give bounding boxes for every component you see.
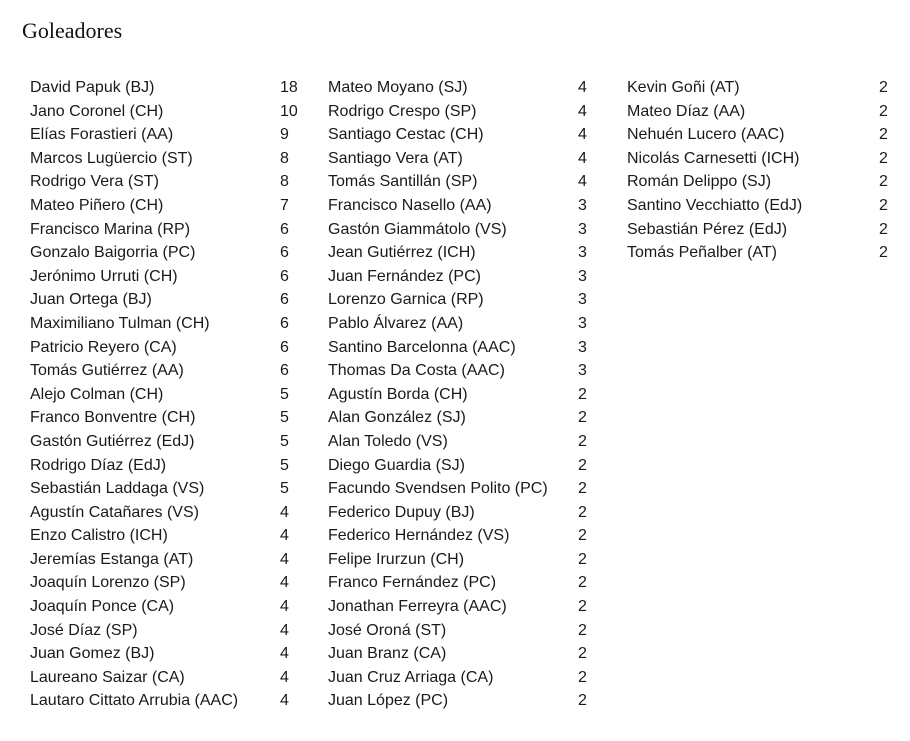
scorer-goals: 4 [280, 668, 289, 686]
scorer-name: Santino Vecchiatto (EdJ) [627, 196, 803, 214]
scorer-name: Rodrigo Crespo (SP) [328, 102, 477, 120]
scorer-goals: 8 [280, 149, 289, 167]
scorer-goals: 4 [578, 102, 587, 120]
scorer-name: Juan Ortega (BJ) [30, 291, 152, 309]
scorer-row [328, 619, 590, 643]
page-title: Goleadores [22, 18, 123, 43]
scorer-goals: 4 [280, 692, 289, 710]
scorer-goals: 6 [280, 244, 289, 262]
scorer-goals: 5 [280, 456, 289, 474]
scorer-row [328, 454, 590, 478]
scorer-name: Santino Barcelonna (AAC) [328, 338, 516, 356]
scorer-name: Agustín Borda (CH) [328, 385, 468, 403]
scorer-goals: 2 [879, 196, 888, 214]
scorer-goals: 5 [280, 432, 289, 450]
scorer-goals: 4 [578, 79, 587, 96]
scorer-row [30, 218, 305, 242]
scorer-goals: 9 [280, 126, 289, 144]
scorer-name: Agustín Catañares (VS) [30, 503, 199, 521]
scorer-row [30, 571, 305, 595]
scorer-row [627, 241, 892, 265]
scorer-goals: 6 [280, 314, 289, 332]
scorer-name: Jonathan Ferreyra (AAC) [328, 598, 507, 616]
scorer-name: Facundo Svendsen Polito (PC) [328, 480, 548, 498]
scorer-name: Jeremías Estanga (AT) [30, 550, 194, 568]
scorer-goals: 3 [578, 291, 587, 309]
scorer-name: Joaquín Lorenzo (SP) [30, 574, 186, 592]
scorers-column-1 [30, 76, 305, 713]
scorer-row [30, 76, 305, 100]
scorer-goals: 2 [578, 621, 587, 639]
scorer-row [328, 477, 590, 501]
scorer-name: Franco Fernández (PC) [328, 574, 497, 592]
scorer-goals: 2 [879, 126, 888, 144]
scorer-row [30, 666, 305, 690]
scorer-row [328, 218, 590, 242]
scorer-row [328, 501, 590, 525]
scorer-goals: 5 [280, 409, 289, 427]
scorer-row [328, 336, 590, 360]
scorer-name: Alejo Colman (CH) [30, 385, 164, 403]
scorer-name: Franco Bonventre (CH) [30, 409, 196, 427]
scorer-name: Tomás Santillán (SP) [328, 173, 478, 191]
scorer-name: Sebastián Laddaga (VS) [30, 480, 205, 498]
scorer-row [30, 123, 305, 147]
scorer-name: José Díaz (SP) [30, 621, 138, 639]
scorer-goals: 8 [280, 173, 289, 191]
scorer-row [328, 666, 590, 690]
scorer-goals: 2 [879, 244, 888, 262]
scorer-name: Jean Gutiérrez (ICH) [328, 244, 476, 262]
scorer-goals: 2 [879, 79, 888, 96]
scorer-name: Alan González (SJ) [328, 409, 466, 427]
scorer-name: Juan Cruz Arriaga (CA) [328, 668, 494, 686]
scorer-name: Gastón Giammátolo (VS) [328, 220, 507, 238]
scorer-goals: 2 [578, 692, 587, 710]
scorer-row [328, 265, 590, 289]
scorer-name: Nehuén Lucero (AAC) [627, 126, 785, 144]
scorer-name: Joaquín Ponce (CA) [30, 598, 175, 616]
scorer-name: Thomas Da Costa (AAC) [328, 362, 505, 380]
scorer-goals: 4 [280, 550, 289, 568]
scorer-goals: 7 [280, 196, 289, 214]
scorer-row [30, 312, 305, 336]
scorer-goals: 4 [578, 149, 587, 167]
scorer-goals: 4 [578, 126, 587, 144]
scorer-goals: 6 [280, 338, 289, 356]
scorer-name: Rodrigo Díaz (EdJ) [30, 456, 167, 474]
scorer-goals: 10 [280, 102, 298, 120]
scorer-row [30, 406, 305, 430]
scorer-goals: 6 [280, 220, 289, 238]
scorers-column-3 [627, 76, 892, 265]
scorer-name: Francisco Marina (RP) [30, 220, 191, 238]
scorer-row [328, 430, 590, 454]
scorer-name: Santiago Cestac (CH) [328, 126, 484, 144]
scorer-goals: 2 [879, 102, 888, 120]
scorer-name: Felipe Irurzun (CH) [328, 550, 465, 568]
scorer-goals: 2 [578, 503, 587, 521]
scorer-row [627, 194, 892, 218]
scorer-row [30, 642, 305, 666]
scorer-row [30, 194, 305, 218]
scorer-goals: 2 [879, 173, 888, 191]
scorer-row [30, 288, 305, 312]
scorer-row [30, 265, 305, 289]
scorer-goals: 2 [578, 432, 587, 450]
scorer-row [627, 218, 892, 242]
scorer-name: Tomás Peñalber (AT) [627, 244, 777, 262]
scorer-goals: 6 [280, 267, 289, 285]
scorer-row [328, 312, 590, 336]
scorer-goals: 2 [578, 385, 587, 403]
scorer-name: Santiago Vera (AT) [328, 149, 463, 167]
scorer-goals: 2 [578, 409, 587, 427]
scorer-row [627, 123, 892, 147]
scorer-row [30, 170, 305, 194]
scorer-goals: 4 [280, 621, 289, 639]
scorer-name: Rodrigo Vera (ST) [30, 173, 159, 191]
scorer-name: José Oroná (ST) [328, 621, 447, 639]
scorer-row [328, 194, 590, 218]
scorer-name: Federico Dupuy (BJ) [328, 503, 475, 521]
scorer-name: Federico Hernández (VS) [328, 527, 510, 545]
scorer-name: Francisco Nasello (AA) [328, 196, 492, 214]
scorer-row [30, 100, 305, 124]
scorer-row [328, 383, 590, 407]
scorer-name: Sebastián Pérez (EdJ) [627, 220, 788, 238]
scorer-name: Mateo Piñero (CH) [30, 196, 164, 214]
scorer-row [30, 524, 305, 548]
scorer-row [328, 359, 590, 383]
scorer-goals: 3 [578, 362, 587, 380]
scorer-goals: 4 [578, 173, 587, 191]
scorer-goals: 5 [280, 480, 289, 498]
scorer-row [30, 336, 305, 360]
scorer-name: David Papuk (BJ) [30, 79, 155, 96]
scorer-name: Jerónimo Urruti (CH) [30, 267, 178, 285]
scorer-name: Marcos Lugüercio (ST) [30, 149, 193, 167]
scorer-goals: 2 [578, 574, 587, 592]
scorer-row [30, 548, 305, 572]
scorer-name: Enzo Calistro (ICH) [30, 527, 168, 545]
scorer-goals: 6 [280, 291, 289, 309]
scorer-goals: 2 [879, 149, 888, 167]
scorer-row [627, 76, 892, 100]
scorer-row [627, 147, 892, 171]
scorer-goals: 2 [578, 598, 587, 616]
scorer-name: Alan Toledo (VS) [328, 432, 448, 450]
scorer-name: Gonzalo Baigorria (PC) [30, 244, 196, 262]
scorer-row [328, 170, 590, 194]
scorer-name: Laureano Saizar (CA) [30, 668, 185, 686]
scorer-goals: 2 [578, 480, 587, 498]
scorer-row [30, 454, 305, 478]
scorer-goals: 2 [578, 668, 587, 686]
scorer-name: Diego Guardia (SJ) [328, 456, 465, 474]
scorer-row [30, 383, 305, 407]
scorer-row [30, 430, 305, 454]
scorer-goals: 6 [280, 362, 289, 380]
scorer-name: Juan Branz (CA) [328, 645, 447, 663]
scorer-row [30, 477, 305, 501]
scorer-goals: 4 [280, 527, 289, 545]
scorer-goals: 3 [578, 267, 587, 285]
scorer-row [627, 170, 892, 194]
scorer-row [328, 241, 590, 265]
scorer-goals: 2 [879, 220, 888, 238]
scorer-row [30, 147, 305, 171]
scorer-name: Juan Gomez (BJ) [30, 645, 155, 663]
scorer-goals: 2 [578, 456, 587, 474]
scorer-row [328, 288, 590, 312]
scorer-name: Román Delippo (SJ) [627, 173, 772, 191]
scorer-goals: 3 [578, 196, 587, 214]
scorer-goals: 5 [280, 385, 289, 403]
scorer-row [328, 642, 590, 666]
scorer-name: Lorenzo Garnica (RP) [328, 291, 484, 309]
scorer-name: Mateo Moyano (SJ) [328, 79, 468, 96]
scorer-row [30, 689, 305, 713]
scorer-name: Nicolás Carnesetti (ICH) [627, 149, 800, 167]
scorer-name: Lautaro Cittato Arrubia (AAC) [30, 692, 239, 710]
scorer-name: Juan López (PC) [328, 692, 449, 710]
scorer-row [328, 595, 590, 619]
scorer-row [328, 406, 590, 430]
scorer-goals: 3 [578, 314, 587, 332]
scorer-row [627, 100, 892, 124]
scorer-goals: 4 [280, 645, 289, 663]
scorer-name: Kevin Goñi (AT) [627, 79, 740, 96]
scorer-name: Gastón Gutiérrez (EdJ) [30, 432, 195, 450]
scorer-name: Pablo Álvarez (AA) [328, 314, 464, 332]
scorer-row [328, 76, 590, 100]
scorer-name: Patricio Reyero (CA) [30, 338, 177, 356]
scorer-goals: 4 [280, 574, 289, 592]
scorer-row [328, 548, 590, 572]
scorer-goals: 18 [280, 79, 298, 96]
scorers-column-2 [328, 76, 590, 713]
scorer-row [328, 100, 590, 124]
scorer-row [30, 619, 305, 643]
scorer-goals: 3 [578, 338, 587, 356]
scorer-name: Jano Coronel (CH) [30, 102, 164, 120]
scorer-row [328, 524, 590, 548]
scorer-name: Juan Fernández (PC) [328, 267, 481, 285]
scorer-name: Elías Forastieri (AA) [30, 126, 174, 144]
scorer-goals: 2 [578, 550, 587, 568]
scorer-name: Maximiliano Tulman (CH) [30, 314, 210, 332]
scorer-row [30, 359, 305, 383]
scorer-goals: 4 [280, 598, 289, 616]
scorer-row [328, 123, 590, 147]
scorer-row [328, 147, 590, 171]
scorer-row [328, 689, 590, 713]
scorer-name: Mateo Díaz (AA) [627, 102, 746, 120]
scorer-row [30, 501, 305, 525]
scorer-goals: 4 [280, 503, 289, 521]
scorer-goals: 2 [578, 527, 587, 545]
scorer-goals: 2 [578, 645, 587, 663]
scorer-row [30, 595, 305, 619]
scorer-goals: 3 [578, 244, 587, 262]
scorer-row [328, 571, 590, 595]
scorer-row [30, 241, 305, 265]
scorer-name: Tomás Gutiérrez (AA) [30, 362, 184, 380]
scorer-goals: 3 [578, 220, 587, 238]
